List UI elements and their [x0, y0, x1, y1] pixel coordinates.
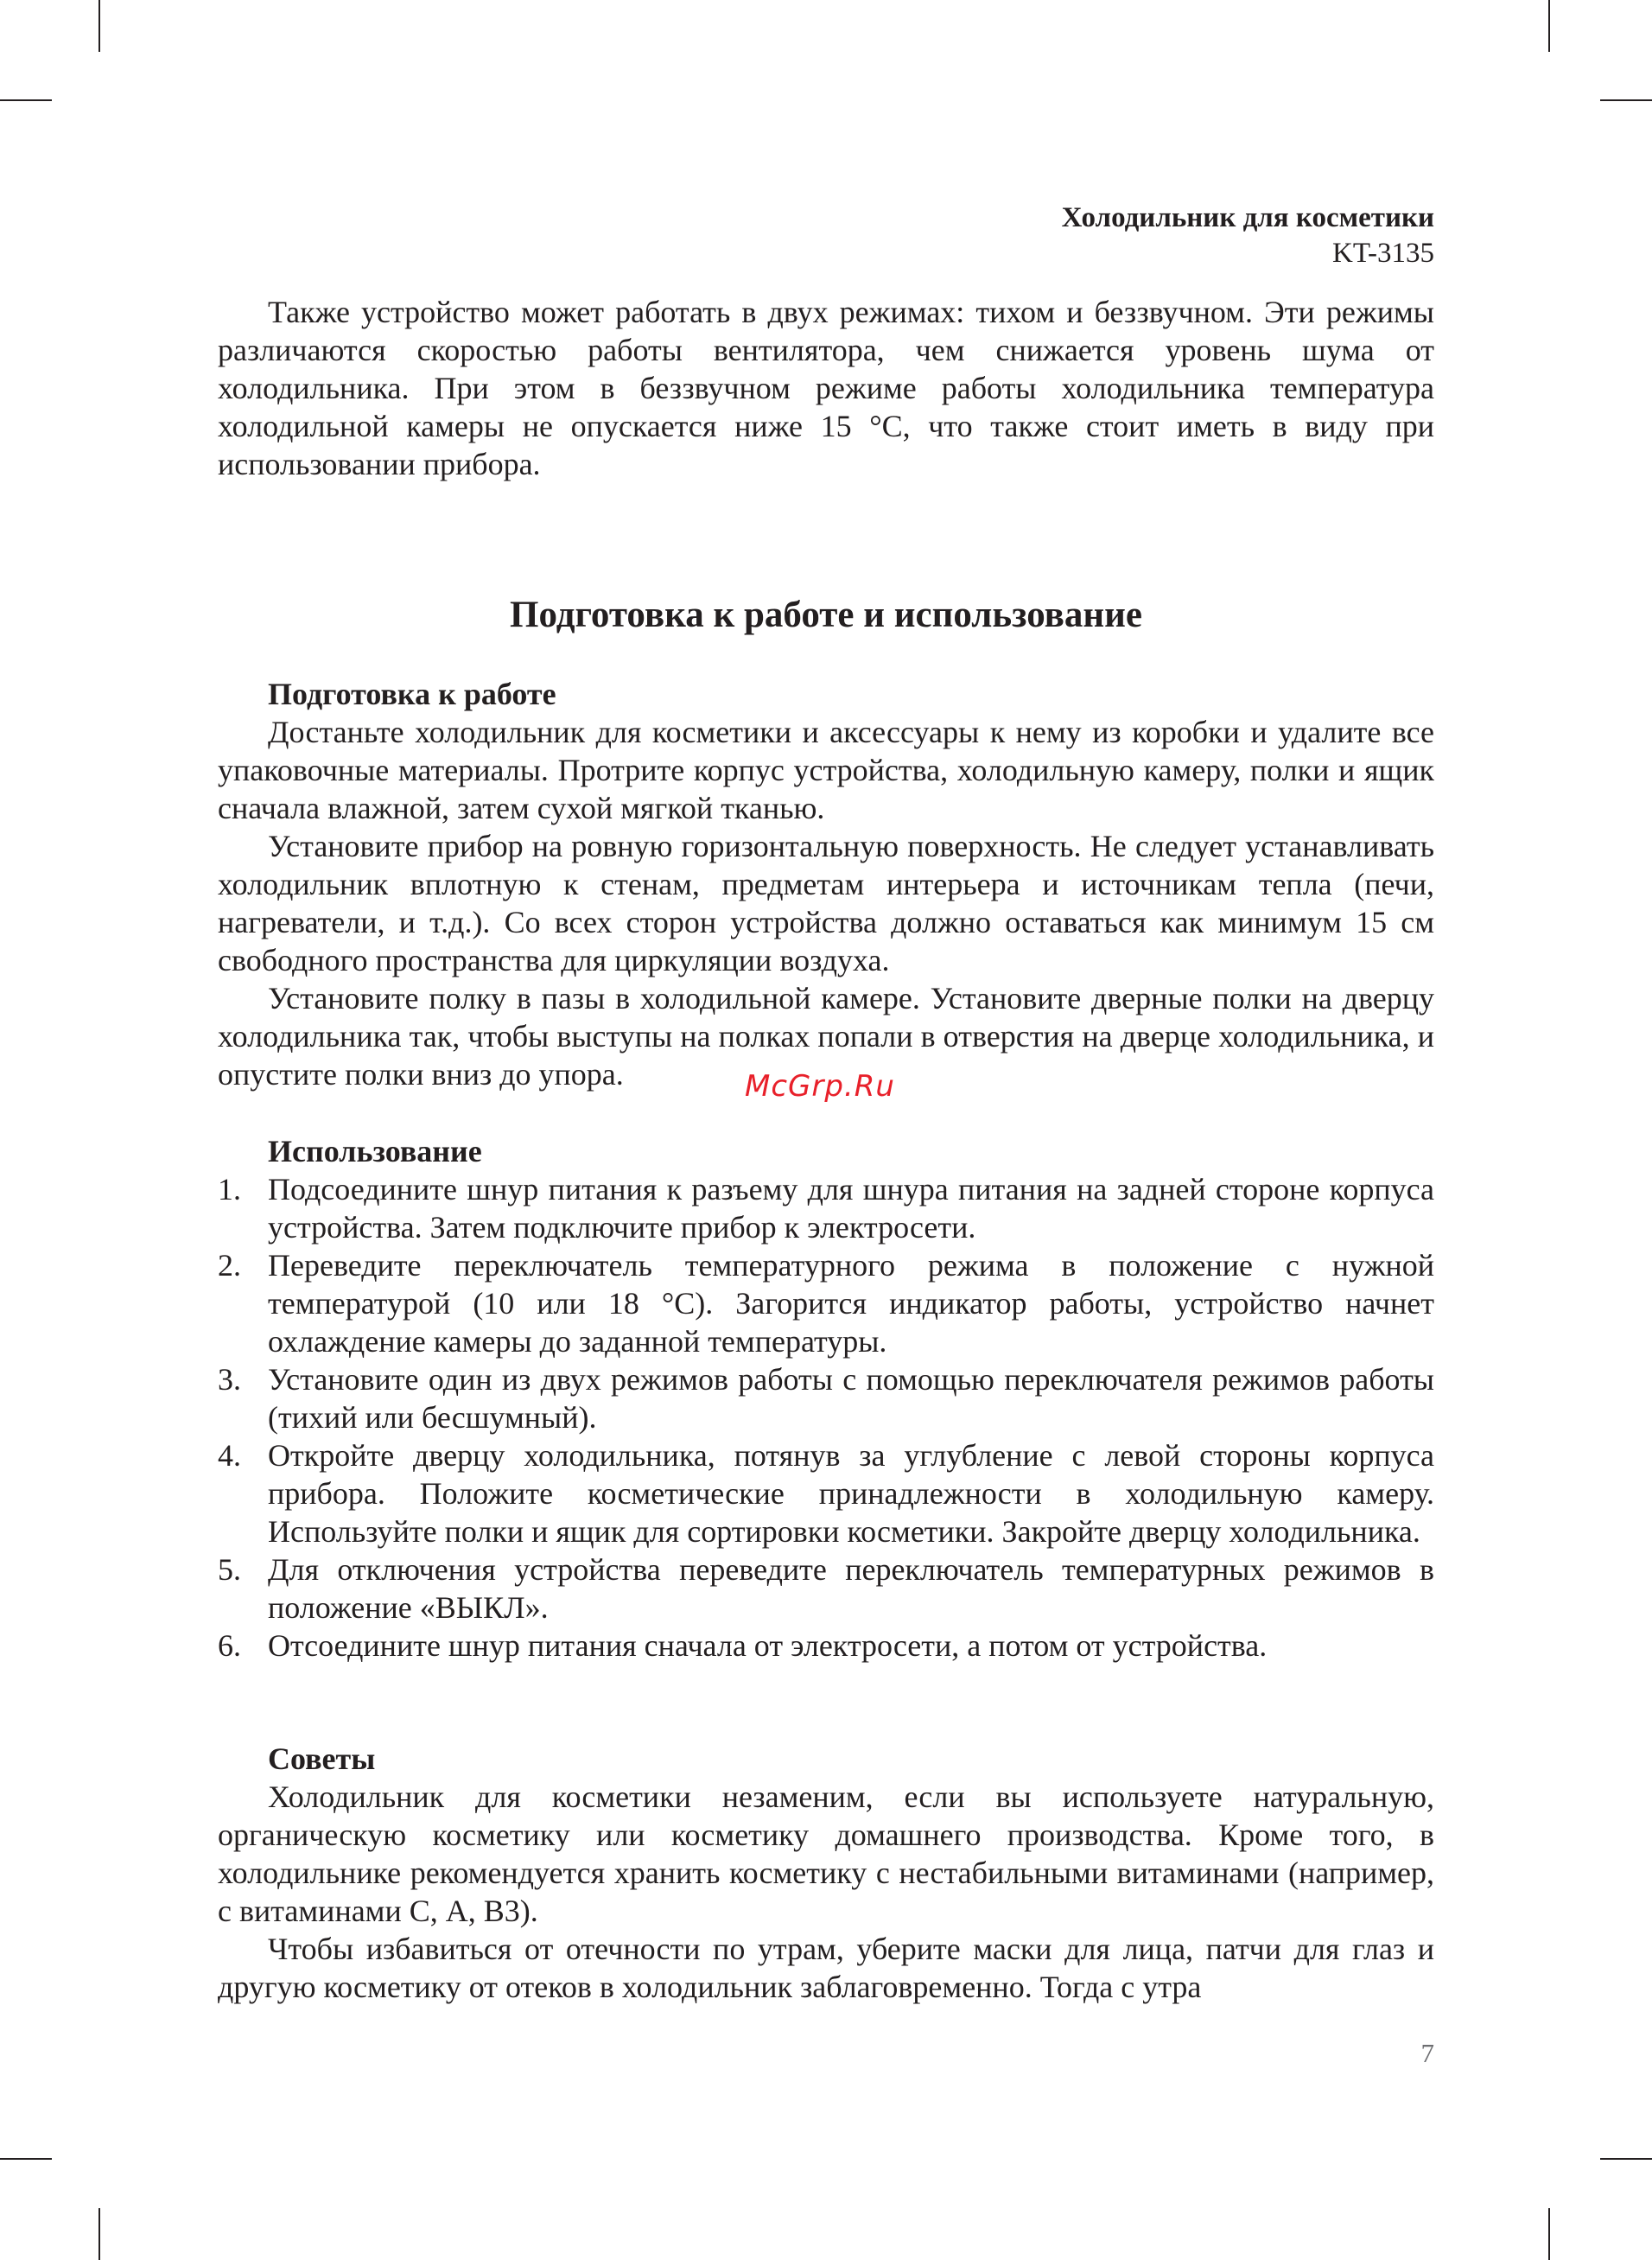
crop-mark: [1600, 2158, 1652, 2160]
list-item: [218, 1436, 1434, 1550]
step-number: 5.: [218, 1552, 241, 1587]
list-item: [218, 1170, 1434, 1246]
step-text: Для отключения устройства переведите переключатель температурных режимов в положение «ВЫКЛ».: [268, 1552, 1434, 1625]
step-text: Переведите переключатель температурного режима в положение с нужной температурой (10 или 18 °C). Загорится индикатор работы, устройство начнет охлаждение камеры до заданной температуры.: [268, 1248, 1434, 1359]
step-text: Откройте дверцу холодильника, потянув за углубление с левой стороны корпуса прибора. Положите косметические принадлежности в холодильную камеру. Используйте полки и ящик для сортировки косметики. Закройте дверцу холодильника.: [268, 1438, 1434, 1549]
step-text: Подсоедините шнур питания к разъему для шнура питания на задней стороне корпуса устройства. Затем подключите прибор к электросети.: [268, 1172, 1434, 1245]
list-item: [218, 1550, 1434, 1627]
page-number: 7: [1420, 2038, 1434, 2068]
step-number: 3.: [218, 1362, 241, 1397]
step-number: 6.: [218, 1628, 241, 1663]
list-item: [218, 1627, 1434, 1665]
step-number: 4.: [218, 1438, 241, 1473]
crop-mark: [0, 2158, 52, 2160]
tips-heading: Советы: [268, 1741, 376, 1776]
crop-mark: [1548, 2208, 1550, 2260]
usage-steps: [218, 1170, 1434, 1665]
tips-paragraph: Холодильник для косметики незаменим, если вы используете натуральную, органическую косметику или косметику домашнего производства. Кроме того, в холодильнике рекомендуется хранить косметику с нестабильными витаминами (например, с витаминами С, А, В3).: [218, 1779, 1434, 1928]
step-number: 2.: [218, 1248, 241, 1283]
list-item: [218, 1246, 1434, 1360]
prep-paragraph: Установите полку в пазы в холодильной камере. Установите дверные полки на дверцу холодильника так, чтобы выступы на полках попали в отверстия на дверце холодильника, и опустите полки вниз до упора.: [218, 981, 1434, 1092]
crop-mark: [1548, 0, 1550, 52]
prep-section: [218, 675, 1434, 1093]
intro-block: [218, 293, 1434, 483]
tips-paragraph: Чтобы избавиться от отечности по утрам, уберите маски для лица, патчи для глаз и другую косметику от отеков в холодильник заблаговременно. Тогда с утра: [218, 1932, 1434, 2004]
step-text: Отсоедините шнур питания сначала от электросети, а потом от устройства.: [268, 1628, 1268, 1663]
intro-paragraph: Также устройство может работать в двух режимах: тихом и беззвучном. Эти режимы различаются скоростью работы вентилятора, чем снижается уровень шума от холодильника. При этом в беззвучном режиме работы холодильника температура холодильной камеры не опускается ниже 15 °C, что также стоит иметь в виду при использовании прибора.: [218, 295, 1434, 481]
header-title: Холодильник для косметики: [1061, 202, 1434, 233]
running-header: [1062, 201, 1434, 271]
prep-paragraph: Достаньте холодильник для косметики и аксессуары к нему из коробки и удалите все упаковочные материалы. Протрите корпус устройства, холодильную камеру, полки и ящик сначала влажной, затем сухой мягкой тканью.: [218, 715, 1434, 825]
section-title: Подготовка к работе и использование: [510, 595, 1142, 635]
step-number: 1.: [218, 1172, 241, 1206]
tips-section: [218, 1740, 1434, 2006]
crop-mark: [98, 2208, 100, 2260]
usage-section: [218, 1132, 1434, 1665]
crop-mark: [0, 99, 52, 101]
header-model: KT-3135: [1332, 238, 1434, 269]
list-item: [218, 1360, 1434, 1436]
prep-paragraph: Установите прибор на ровную горизонтальную поверхность. Не следует устанавливать холодильник вплотную к стенам, предметам интерьера и источникам тепла (печи, нагреватели, и т.д.). Со всех сторон устройства должно оставаться как минимум 15 см свободного пространства для циркуляции воздуха.: [218, 829, 1434, 977]
prep-heading: Подготовка к работе: [268, 677, 556, 711]
step-text: Установите один из двух режимов работы с помощью переключателя режимов работы (тихий или бесшумный).: [268, 1362, 1434, 1435]
watermark: McGrp.Ru: [745, 1069, 895, 1104]
crop-mark: [1600, 99, 1652, 101]
crop-mark: [98, 0, 100, 52]
usage-heading: Использование: [268, 1134, 482, 1168]
